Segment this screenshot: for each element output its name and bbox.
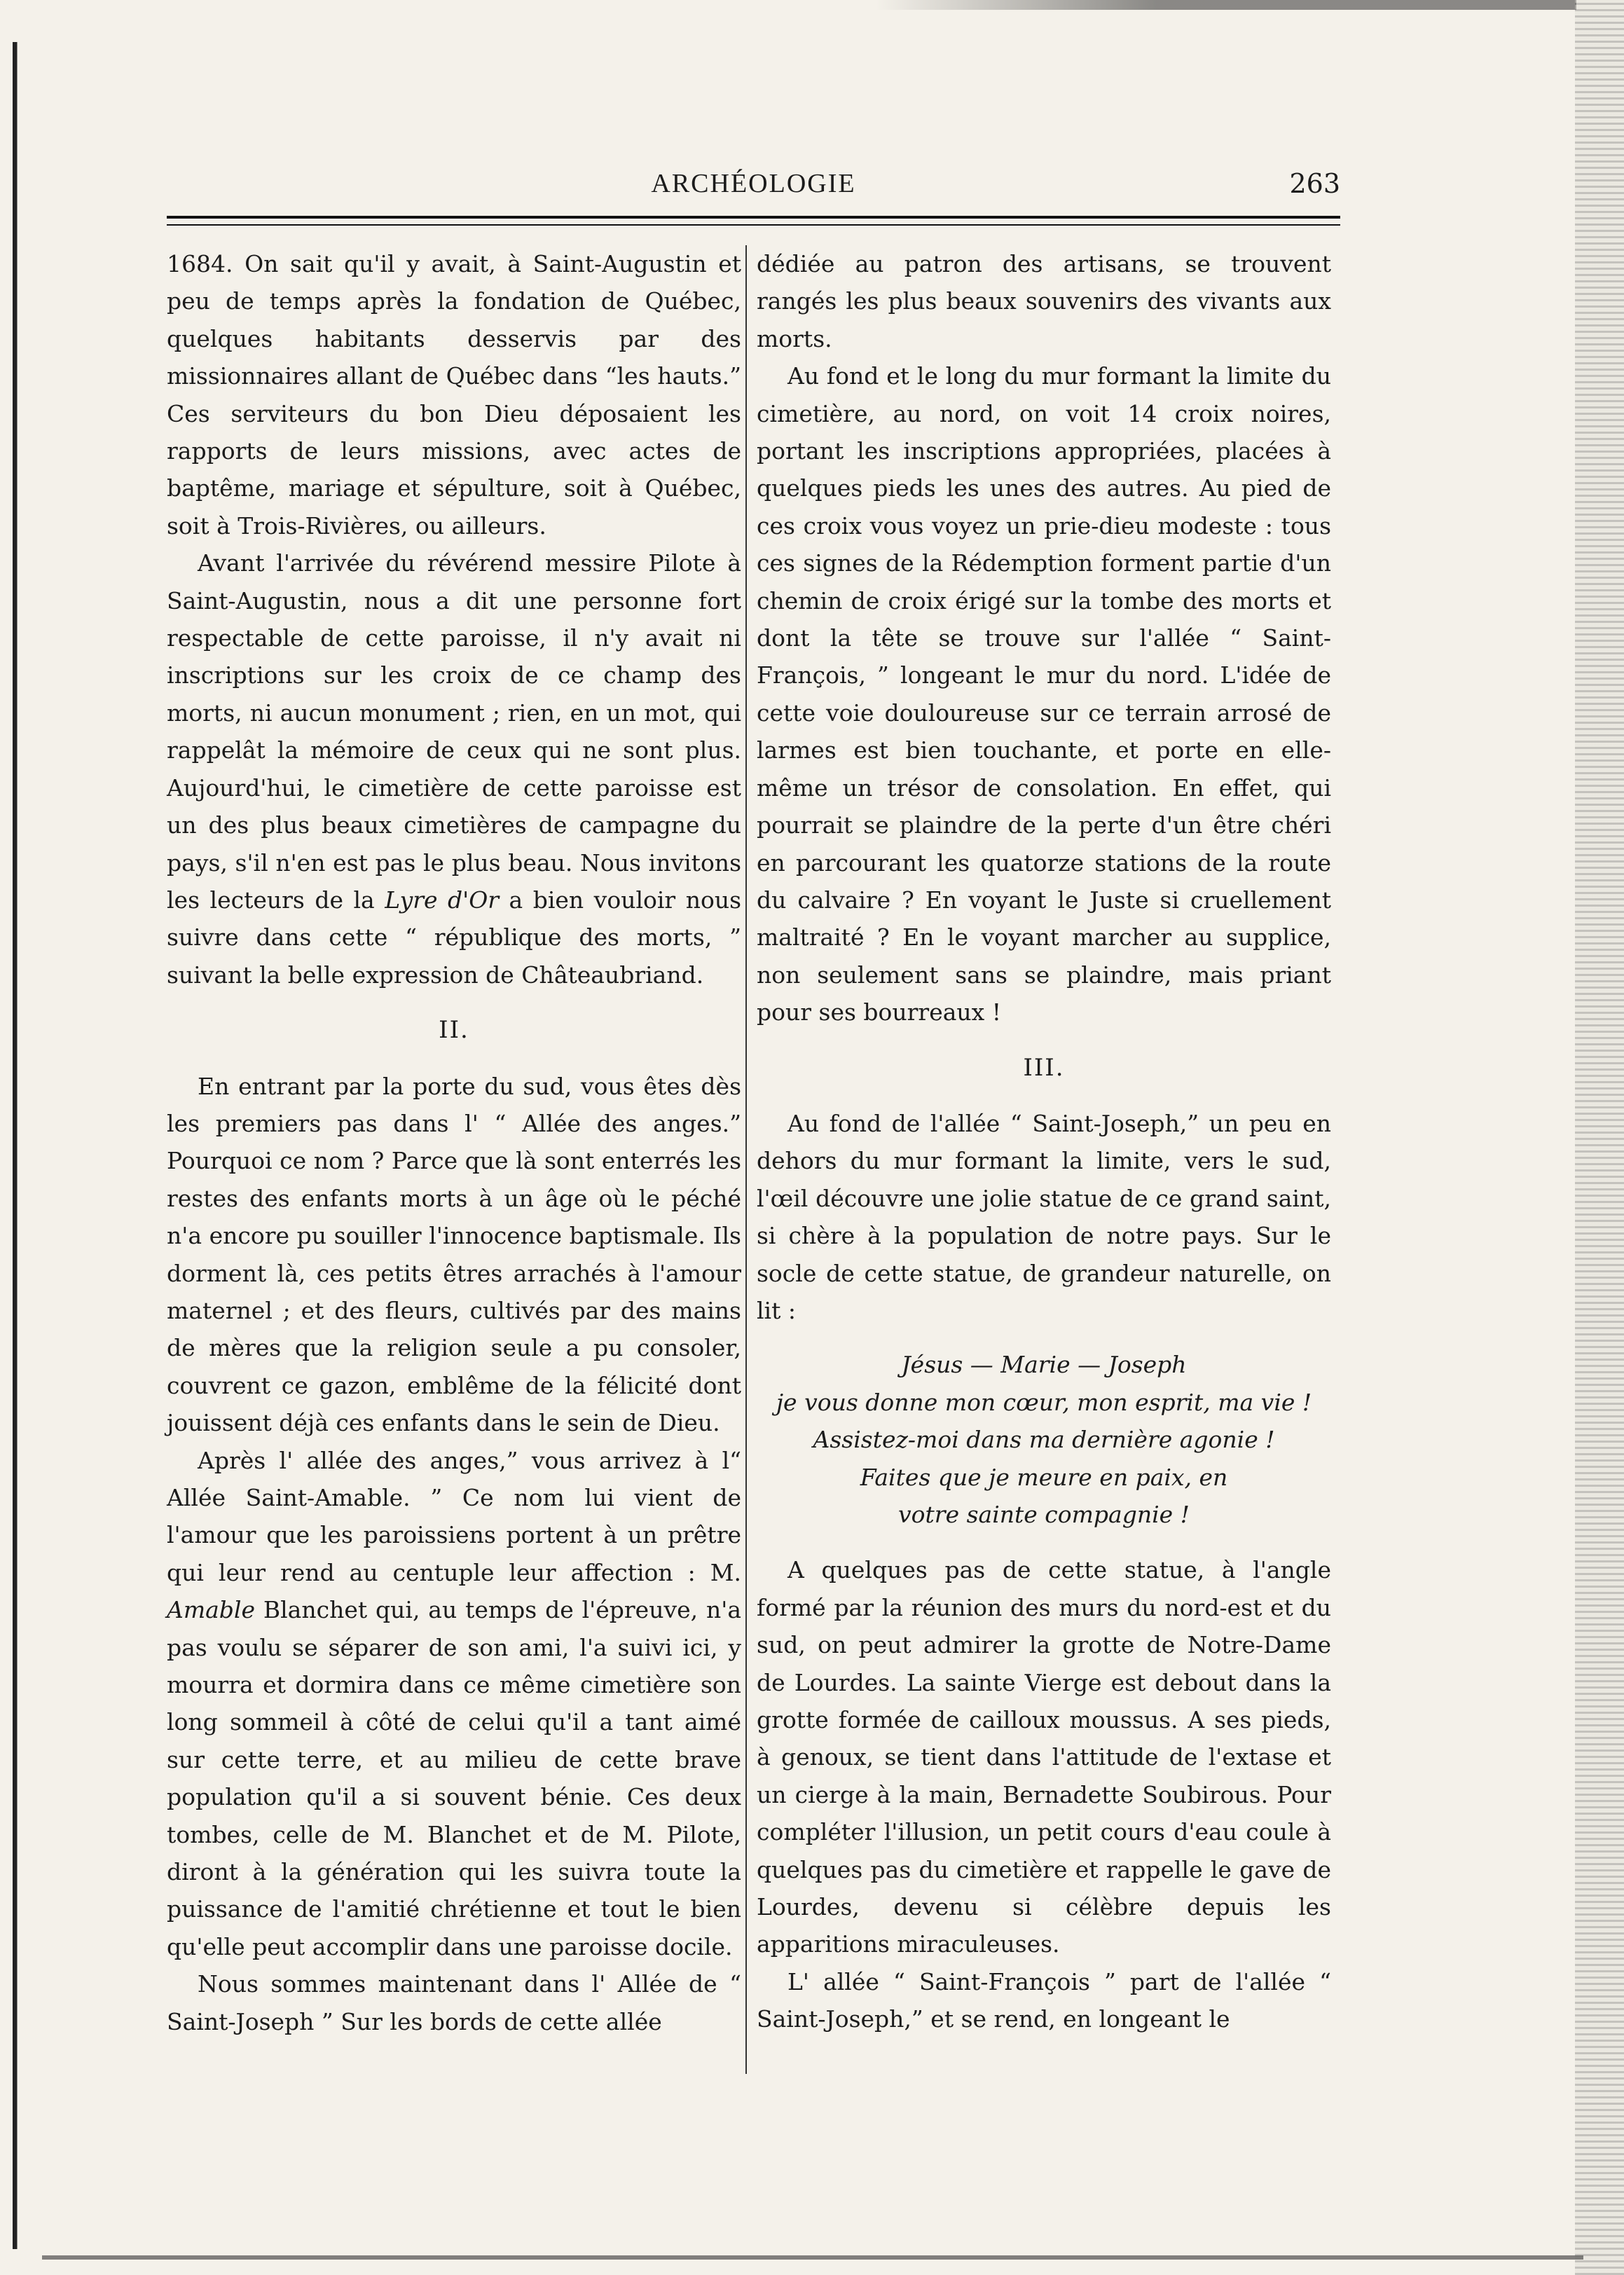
column-divider [745, 245, 747, 2074]
text-run: Avant l'arrivée du révérend messire Pilote à Saint-Augustin, nous a dit une personne fort respectable de cette paroisse, il n'y avait ni inscriptions sur les croix de ce champ des morts, ni aucun monument ; rien, en un mot, qui rappelât la mémoire de ceux qui ne sont plus. Aujourd'hui, le cimetière de cette paroisse est un des plus beaux cimetières de campagne du pays, s'il n'en est pas le plus beau. Nous invitons les lecteurs de la [167, 549, 741, 914]
header-rule [167, 216, 1340, 226]
paragraph [167, 1442, 741, 1966]
text-run: Après l' allée des anges,” vous arrivez à l“ Allée Saint-Amable. ” Ce nom lui vient de l'amour que les paroissiens portent à un prêtre qui leur rend au centuple leur affection : M. [167, 1446, 741, 1586]
inscription-verse [757, 1346, 1331, 1533]
verse-line: Jésus — Marie — Joseph [901, 1351, 1187, 1379]
scan-artifact-right-edge [1575, 0, 1624, 2275]
page-header [167, 168, 1340, 210]
page-number: 263 [1289, 168, 1340, 199]
verse-line: votre sainte compagnie ! [898, 1501, 1190, 1528]
paragraph: En entrant par la porte du sud, vous êtes dès les premiers pas dans l' “ Allée des anges.” Pourquoi ce nom ? Parce que là sont enterrés les restes des enfants morts à un âge où le péché n'a encore pu souiller l'innocence baptismale. Ils dorment là, ces petits êtres arrachés à l'amour maternel ; et des fleurs, cultivés par des mains de mères que la religion seule a pu consoler, couvrent ce gazon, emblême de la félicité dont jouissent déjà ces enfants dans le sein de Dieu. [167, 1072, 741, 1437]
text-run: Blanchet qui, au temps de l'épreuve, n'a pas voulu se séparer de son ami, l'a suivi ici, y mourra et dormira dans ce même cimetière son long sommeil à côté de celui qu'il a tant aimé sur cette terre, et au milieu de cette brave population qu'il a si souvent bénie. Ces deux tombes, celle de M. Blanchet et de M. Pilote, diront à la génération qui les suivra toute la puissance de l'amitié chrétienne et tout le bien qu'elle peut accomplir dans une paroisse docile. [167, 1596, 741, 1960]
verse-line: Assistez-moi dans ma dernière agonie ! [813, 1426, 1275, 1454]
running-title: ARCHÉOLOGIE [651, 169, 856, 198]
paragraph: Au fond et le long du mur formant la limite du cimetière, au nord, on voit 14 croix noires, portant les inscriptions appropriées, placées à quelques pieds les unes des autres. Au pied de ces croix vous voyez un prie-dieu modeste : tous ces signes de la Rédemption forment partie d'un chemin de croix érigé sur la tombe des morts et dont la tête se trouve sur l'allée “ Saint-François, ” longeant le mur du nord. L'idée de cette voie douloureuse sur ce terrain arrosé de larmes est bien touchante, et porte en elle-même un trésor de consolation. En effet, qui pourrait se plaindre de la perte d'un être chéri en parcourant les quatorze stations de la route du calvaire ? En voyant le Juste si cruellement maltraité ? En le voyant marcher au supplice, non seulement sans se plaindre, mais priant pour ses bourreaux ! [757, 362, 1331, 1026]
scan-artifact-left-edge [13, 42, 21, 2249]
verse-line: je vous donne mon cœur, mon esprit, ma vie ! [776, 1388, 1312, 1416]
scan-artifact-top [876, 0, 1576, 10]
paragraph: 1684. On sait qu'il y avait, à Saint-Augustin et peu de temps après la fondation de Québec, quelques habitants desservis par des missionnaires allant de Québec dans “les hauts.” Ces serviteurs du bon Dieu déposaient les rapports de leurs missions, avec actes de baptême, mariage et sépulture, soit à Québec, soit à Trois-Rivières, ou ailleurs. [167, 250, 741, 539]
left-column [167, 245, 741, 2040]
verse-line: Faites que je meure en paix, en [860, 1463, 1228, 1491]
paragraph: Au fond de l'allée “ Saint-Joseph,” un peu en dehors du mur formant la limite, vers le sud, l'œil découvre une jolie statue de ce grand saint, si chère à la population de notre pays. Sur le socle de cette statue, de grandeur naturelle, on lit : [757, 1109, 1331, 1324]
scan-artifact-bottom [42, 2255, 1583, 2260]
section-heading: III. [1023, 1053, 1065, 1082]
text-run: a bien vouloir nous suivre dans cette “ république des morts, ” suivant la belle expression de Châteaubriand. [167, 886, 742, 989]
right-column [757, 245, 1331, 2038]
paragraph: Nous sommes maintenant dans l' Allée de “ Saint-Joseph ” Sur les bords de cette allée [167, 1970, 741, 2035]
italic-name: Amable [167, 1596, 256, 1624]
paragraph: dédiée au patron des artisans, se trouvent rangés les plus beaux souvenirs des vivants aux morts. [757, 250, 1331, 352]
paragraph: L' allée “ Saint-François ” part de l'allée “ Saint-Joseph,” et se rend, en longeant le [757, 1967, 1331, 2033]
italic-title: Lyre d'Or [385, 886, 500, 914]
paragraph [167, 544, 741, 994]
section-heading: II. [439, 1016, 469, 1045]
paragraph: A quelques pas de cette statue, à l'angle formé par la réunion des murs du nord-est et du sud, on peut admirer la grotte de Notre-Dame de Lourdes. La sainte Vierge est debout dans la grotte formée de cailloux moussus. A ses pieds, à genoux, se tient dans l'attitude de l'extase et un cierge à la main, Bernadette Soubirous. Pour compléter l'illusion, un petit cours d'eau coule à quelques pas du cimetière et rappelle le gave de Lourdes, devenu si célèbre depuis les apparitions miraculeuses. [757, 1556, 1331, 1958]
